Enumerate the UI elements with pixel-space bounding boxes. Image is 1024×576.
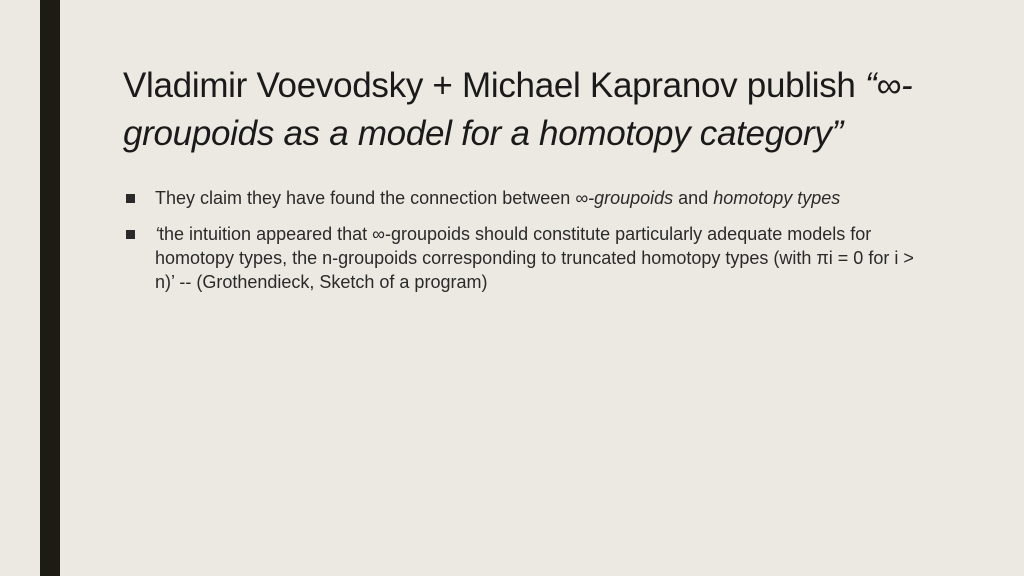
square-bullet-icon bbox=[126, 230, 135, 239]
bullet-text-and: and bbox=[673, 188, 714, 208]
bullet-item-grothendieck-quote bbox=[123, 222, 915, 294]
bullet-list bbox=[123, 186, 923, 294]
slide-content bbox=[123, 62, 923, 306]
square-bullet-icon bbox=[126, 194, 135, 203]
bullet-text: They claim they have found the connection between bbox=[155, 188, 576, 208]
bullet-quote-text: the intuition appeared that ∞-groupoids should constitute particularly adequate models for homotopy types, the n-groupoids corresponding to truncated homotopy types (with πi = 0 for i > n)’ -- (Grothendieck, Sketch of a program) bbox=[155, 224, 914, 292]
bullet-text-homotopy-types: homotopy types bbox=[713, 188, 841, 208]
slide-title-plain: Vladimir Voevodsky + Michael Kapranov publish bbox=[123, 66, 866, 105]
slide-title bbox=[123, 62, 923, 158]
left-accent-bar bbox=[40, 0, 60, 576]
slide-title-italic: “∞-groupoids as a model for a homotopy category” bbox=[123, 66, 913, 153]
bullet-text-groupoids: ∞-groupoids bbox=[575, 188, 674, 208]
bullet-item-connection-claim bbox=[123, 186, 915, 210]
bullet-quote-mark: ‘ bbox=[155, 224, 159, 244]
